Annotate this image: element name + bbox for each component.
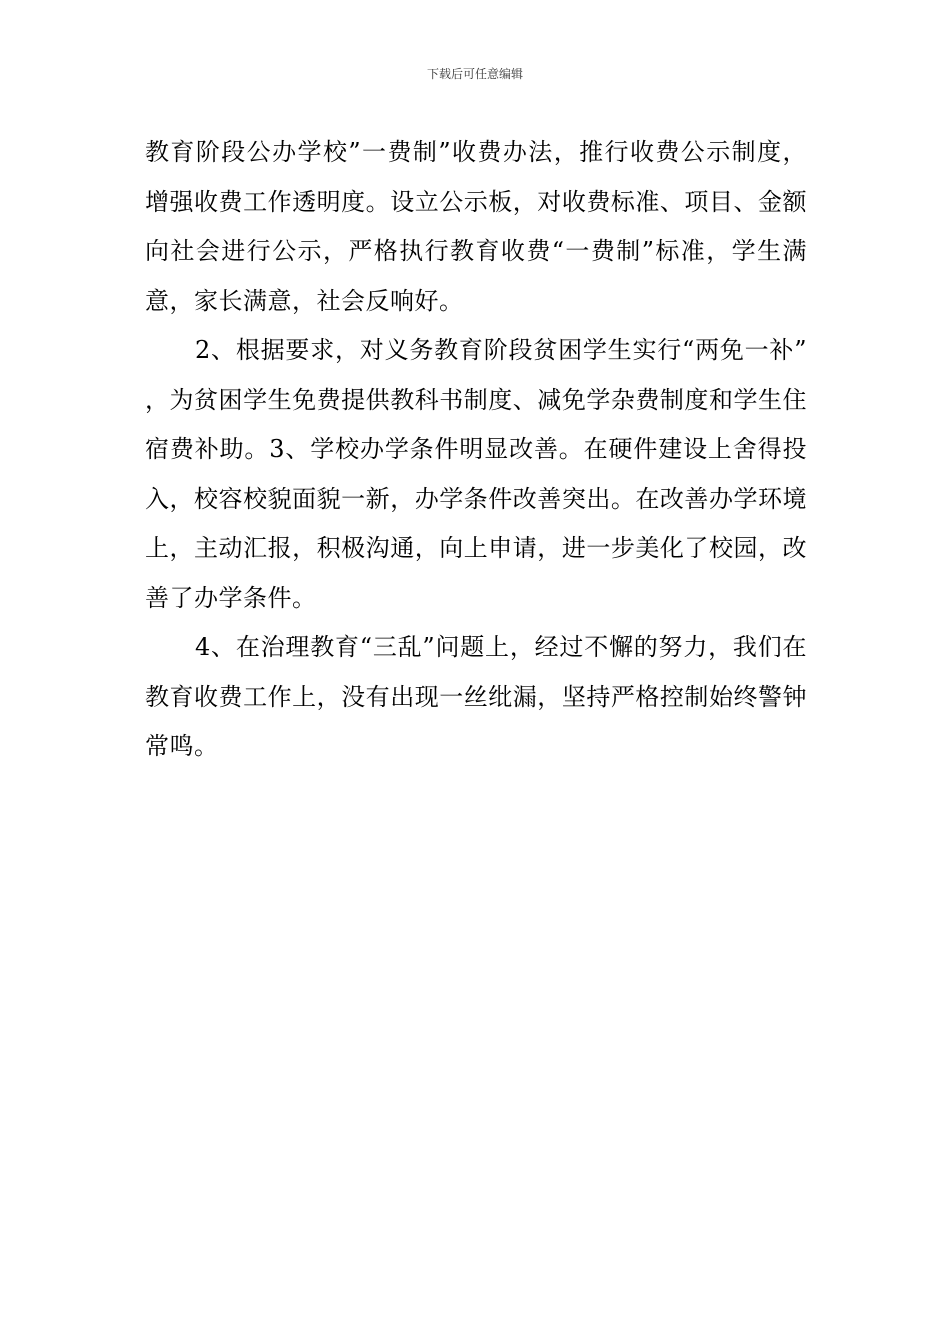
page-header-note: 下载后可任意编辑 [426,67,523,81]
document-body [145,128,807,772]
paragraph-fee-policy: 教育阶段公办学校”一费制”收费办法，推行收费公示制度，增强收费工作透明度。设立公示板，对收费标准、项目、金额向社会进行公示，严格执行教育收费“一费制”标准，学生满意，家长满意，社会反响好。 [145,138,807,315]
paragraph-three-disorders: 4、在治理教育“三乱”问题上，经过不懈的努力，我们在教育收费工作上，没有出现一丝纰漏，坚持严格控制始终警钟常鸣。 [145,633,807,760]
paragraph-poor-students-aid: 2、根据要求，对义务教育阶段贫困学生实行“两免一补” ，为贫困学生免费提供教科书制度、减免学杂费制度和学生住宿费补助。3、学校办学条件明显改善。在硬件建设上舍得投入，校容校貌面貌一新，办学条件改善突出。在改善办学环境上，主动汇报，积极沟通，向上申请，进一步美化了校园，改善了办学条件。 [145,336,807,612]
